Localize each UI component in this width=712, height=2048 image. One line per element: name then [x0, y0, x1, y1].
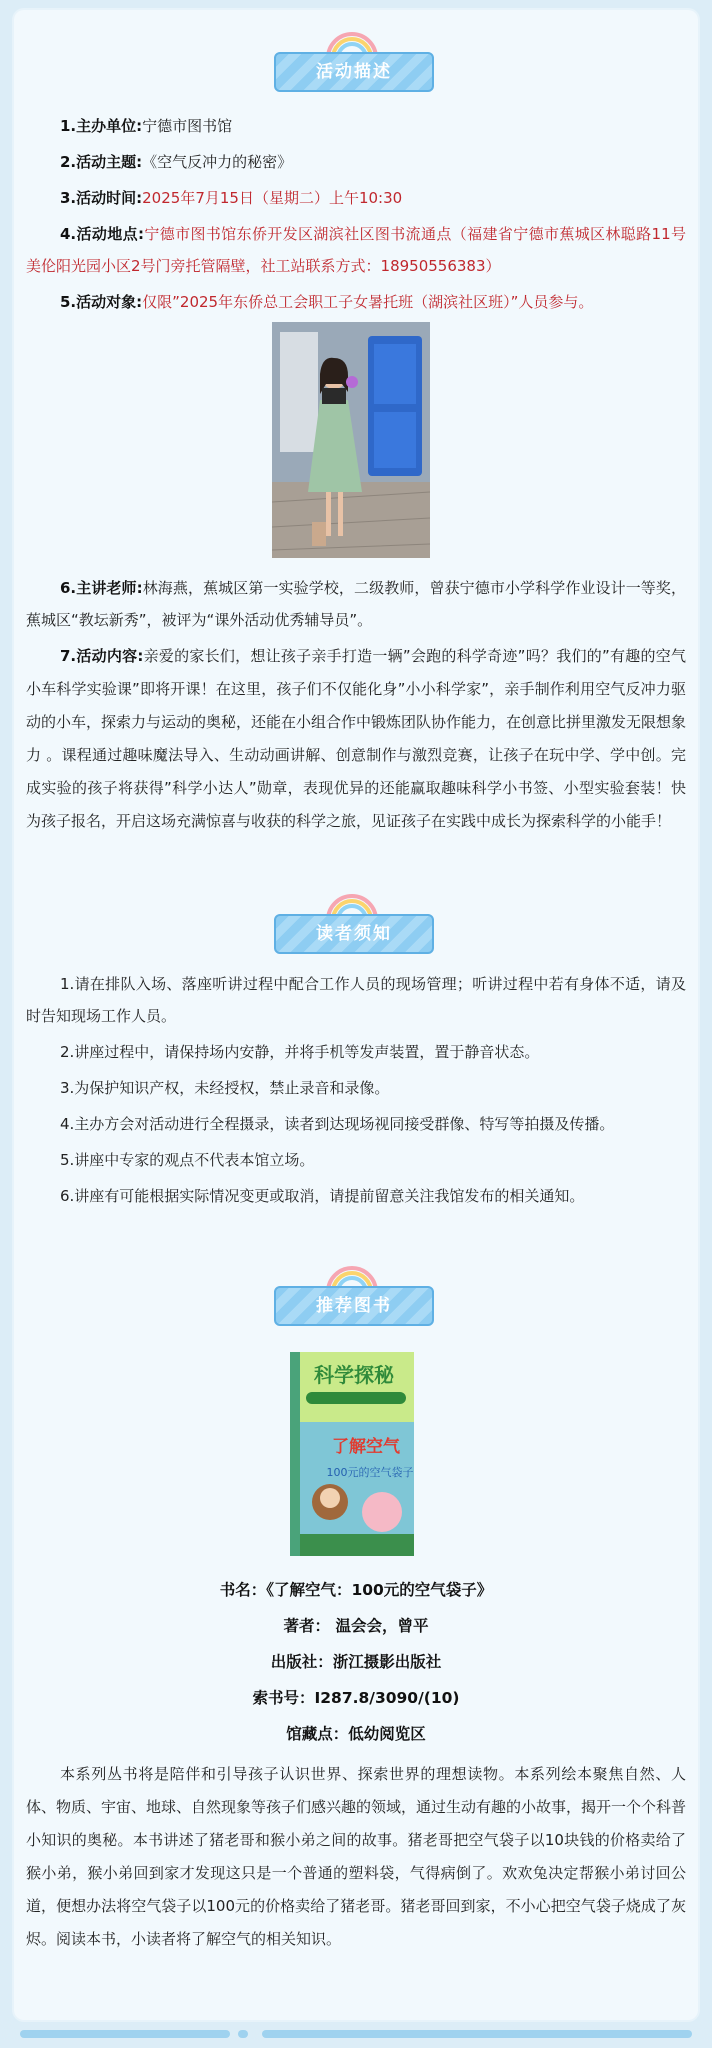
content-value: 亲爱的家长们，想让孩子亲手打造一辆”会跑的科学奇迹”吗？我们的”有趣的空气小车科学实验课”即将开课！在这里，孩子们不仅能化身”小小科学家”，亲手制作利用空气反冲力驱动的小车，探索力与运动的奥秘，还能在小组合作中锻炼团队协作能力，在创意比拼里激发无限想象力 。课程通过趣味魔法导入、生动动画讲解、创意制作与激烈竞赛，让孩子在玩中学、学中创。完成实验的孩子将获得”科学小达人”勋章，表现优异的还能赢取趣味科学小书签、小型实验套装！快为孩子报名，开启这场充满惊喜与收获的科学之旅，见证孩子在实践中成长为探索科学的小能手！ — [26, 647, 687, 830]
notice-item: 2.讲座过程中，请保持场内安静，并将手机等发声装置，置于静音状态。 — [60, 1043, 540, 1061]
book-cover-series: 科学探秘 — [314, 1363, 394, 1387]
section-title: 读者须知 — [274, 914, 434, 954]
target-label: 5.活动对象: — [60, 293, 143, 311]
place-value: 宁德市图书馆东侨开发区湖滨社区图书流通点（福建省宁德市蕉城区林聪路11号美伦阳光园小区2号门旁托管隔壁，社工站联系方式：18950556383） — [26, 225, 686, 275]
section-title: 推荐图书 — [274, 1286, 434, 1326]
notice-item: 4.主办方会对活动进行全程摄录，读者到达现场视同接受群像、特写等拍摄及传播。 — [60, 1115, 615, 1133]
notice-item: 3.为保护知识产权，未经授权，禁止录音和录像。 — [60, 1079, 390, 1097]
section-header-notice — [0, 892, 712, 964]
teacher-line — [26, 572, 686, 636]
book-location: 馆藏点：低幼阅览区 — [286, 1725, 426, 1743]
book-call-number: 索书号：I287.8/3090/(10) — [252, 1689, 460, 1707]
time-line — [26, 182, 686, 214]
target-value: 仅限”2025年东侨总工会职工子女暑托班（湖滨社区班）”人员参与。 — [142, 293, 594, 311]
book-author: 著者： 温会会，曾平 — [283, 1617, 429, 1635]
decorative-divider — [20, 2030, 230, 2038]
content-label: 7.活动内容: — [60, 647, 144, 665]
section-header-books — [0, 1264, 712, 1336]
target-line — [26, 286, 686, 318]
notice-item: 1.请在排队入场、落座听讲过程中配合工作人员的现场管理；听讲过程中若有身体不适，请及时告知现场工作人员。 — [26, 975, 686, 1025]
theme-value: 《空气反冲力的秘密》 — [142, 153, 293, 171]
book-publisher: 出版社：浙江摄影出版社 — [270, 1653, 442, 1671]
organizer-label: 1.主办单位: — [60, 117, 143, 135]
organizer-value: 宁德市图书馆 — [142, 117, 233, 135]
place-line — [26, 218, 686, 282]
book-cover-title: 了解空气 — [332, 1437, 400, 1457]
content-line — [26, 640, 686, 838]
organizer-line — [26, 110, 686, 142]
time-value: 2025年7月15日（星期二）上午10:30 — [142, 189, 403, 207]
decorative-divider — [238, 2030, 248, 2038]
teacher-photo — [272, 322, 430, 558]
theme-line — [26, 146, 686, 178]
book-cover — [290, 1352, 414, 1556]
teacher-value: 林海燕，蕉城区第一实验学校，二级教师，曾获宁德市小学科学作业设计一等奖，蕉城区“教坛新秀”，被评为“课外活动优秀辅导员”。 — [26, 579, 686, 629]
teacher-label: 6.主讲老师: — [60, 579, 143, 597]
book-description: 本系列丛书将是陪伴和引导孩子认识世界、探索世界的理想读物。本系列绘本聚焦自然、人体、物质、宇宙、地球、自然现象等孩子们感兴趣的领域，通过生动有趣的小故事，揭开一个个科普小知识的奥秘。本书讲述了猪老哥和猴小弟之间的故事。猪老哥把空气袋子以10块钱的价格卖给了猴小弟，猴小弟回到家才发现这只是一个普通的塑料袋，气得病倒了。欢欢兔决定帮猴小弟讨回公道，便想办法将空气袋子以100元的价格卖给了猪老哥。猪老哥回到家，不小心把空气袋子烧成了灰烬。阅读本书，小读者将了解空气的相关知识。 — [26, 1765, 687, 1948]
section-header-activity — [0, 30, 712, 102]
time-label: 3.活动时间: — [60, 189, 143, 207]
decorative-divider — [262, 2030, 692, 2038]
place-label: 4.活动地点: — [60, 225, 144, 243]
notice-item: 5.讲座中专家的观点不代表本馆立场。 — [60, 1151, 315, 1169]
notice-item: 6.讲座有可能根据实际情况变更或取消，请提前留意关注我馆发布的相关通知。 — [60, 1187, 585, 1205]
section-title: 活动描述 — [274, 52, 434, 92]
book-name: 书名：《了解空气：100元的空气袋子》 — [219, 1581, 493, 1599]
book-cover-subtitle: 100元的空气袋子 — [326, 1466, 414, 1479]
theme-label: 2.活动主题: — [60, 153, 143, 171]
